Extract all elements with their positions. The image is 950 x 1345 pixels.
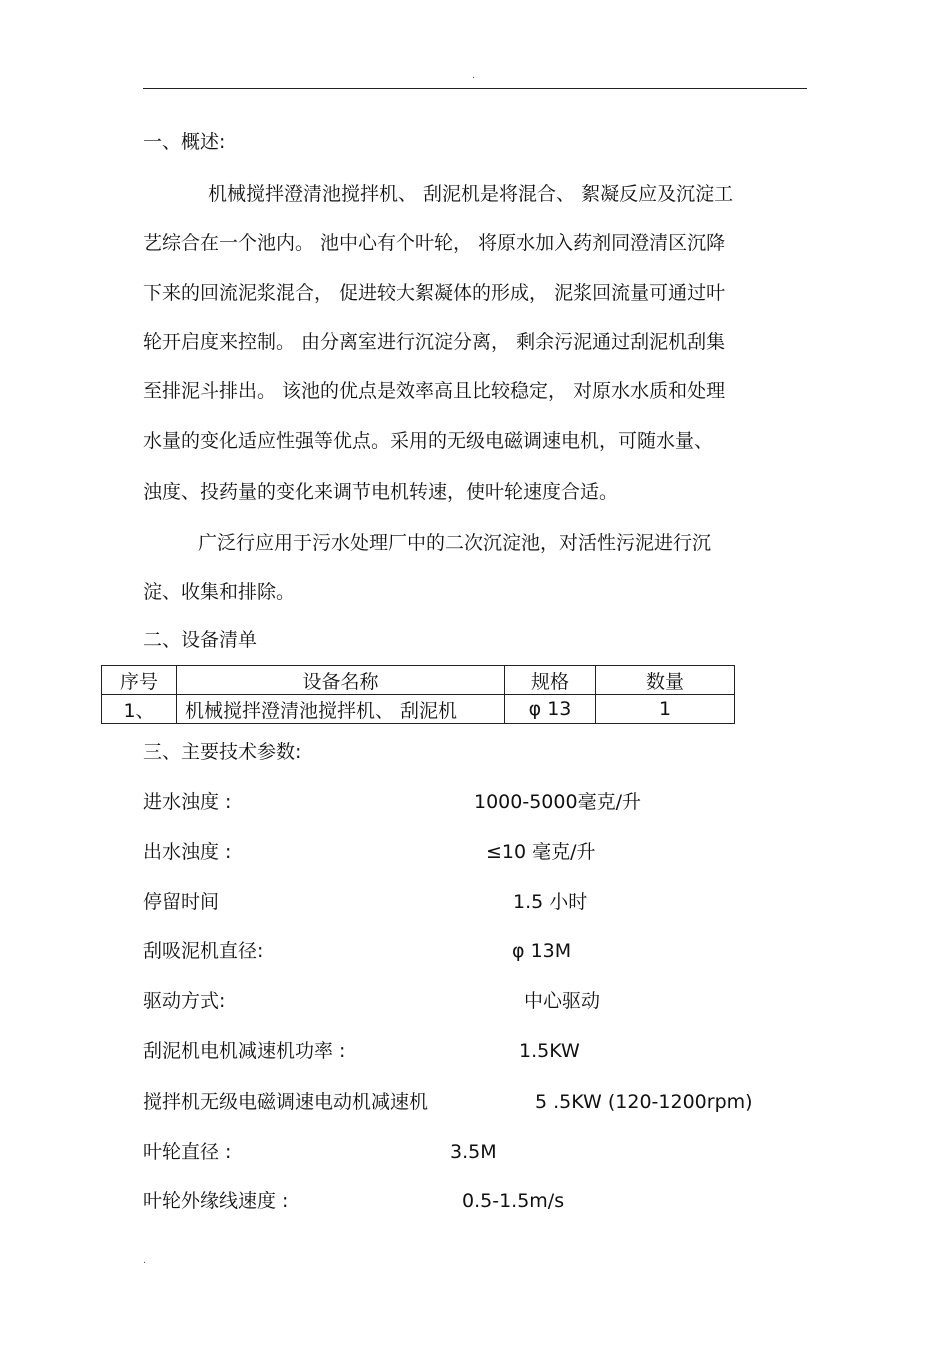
paragraph1-line: 艺综合在一个池内。 池中心有个叶轮， 将原水加入药剂同澄清区沉降 bbox=[143, 232, 726, 254]
param-label: 叶轮外缘线速度 : bbox=[143, 1190, 289, 1212]
param-label: 刮吸泥机直径: bbox=[143, 940, 264, 962]
paragraph2-line: 淀、收集和排除。 bbox=[143, 581, 296, 603]
paragraph1-line: 轮开启度来控制。 由分离室进行沉淀分离， 剩余污泥通过刮泥机刮集 bbox=[143, 331, 726, 353]
table-cell-qty: 1 bbox=[596, 695, 735, 724]
paragraph1-line: 水量的变化适应性强等优点。采用的无级电磁调速电机，可随水量、 bbox=[143, 430, 714, 452]
table-header-cell: 序号 bbox=[102, 666, 177, 695]
param-value: φ 13M bbox=[512, 940, 572, 962]
section1-heading: 一、概述: bbox=[143, 131, 226, 153]
footer-dot: . bbox=[143, 1255, 147, 1266]
paragraph2-line: 广泛行应用于污水处理厂中的二次沉淀池，对活性污泥进行沉 bbox=[198, 532, 712, 554]
param-value: 1.5 小时 bbox=[513, 891, 588, 913]
param-label: 进水浊度 : bbox=[143, 791, 232, 813]
section3-heading: 三、主要技术参数: bbox=[143, 741, 302, 763]
param-value: 1000-5000毫克/升 bbox=[474, 791, 641, 813]
equipment-table bbox=[101, 665, 735, 724]
header-dot: . bbox=[472, 70, 476, 81]
paragraph1-line: 机械搅拌澄清池搅拌机、 刮泥机是将混合、 絮凝反应及沉淀工 bbox=[208, 183, 734, 205]
param-value: 1.5KW bbox=[519, 1040, 580, 1062]
table-header-cell: 设备名称 bbox=[177, 666, 505, 695]
section2-heading: 二、设备清单 bbox=[143, 629, 258, 651]
table-row bbox=[102, 695, 735, 724]
header-rule bbox=[143, 88, 807, 89]
param-value: 0.5-1.5m/s bbox=[462, 1190, 565, 1212]
table-cell-name: 机械搅拌澄清池搅拌机、 刮泥机 bbox=[177, 695, 505, 724]
param-label: 停留时间 bbox=[143, 891, 220, 913]
table-header-row bbox=[102, 666, 735, 695]
table-header-cell: 数量 bbox=[596, 666, 735, 695]
param-label: 驱动方式: bbox=[143, 990, 226, 1012]
table-cell-spec: φ 13 bbox=[505, 695, 596, 724]
table-cell-index: 1、 bbox=[102, 695, 177, 724]
param-value: 5 .5KW (120-1200rpm) bbox=[535, 1091, 753, 1113]
param-label: 叶轮直径 : bbox=[143, 1141, 232, 1163]
paragraph1-line: 至排泥斗排出。 该池的优点是效率高且比较稳定， 对原水水质和处理 bbox=[143, 380, 726, 402]
param-label: 刮泥机电机减速机功率 : bbox=[143, 1040, 346, 1062]
param-label: 出水浊度 : bbox=[143, 841, 232, 863]
param-label: 搅拌机无级电磁调速电动机减速机 bbox=[143, 1091, 429, 1113]
paragraph1-line: 浊度、投药量的变化来调节电机转速，使叶轮速度合适。 bbox=[143, 481, 619, 503]
param-value: 中心驱动 bbox=[524, 990, 601, 1012]
paragraph1-line: 下来的回流泥浆混合， 促进较大絮凝体的形成， 泥浆回流量可通过叶 bbox=[143, 282, 726, 304]
param-value: 3.5M bbox=[450, 1141, 497, 1163]
table-header-cell: 规格 bbox=[505, 666, 596, 695]
param-value: ≤10 毫克/升 bbox=[486, 841, 596, 863]
